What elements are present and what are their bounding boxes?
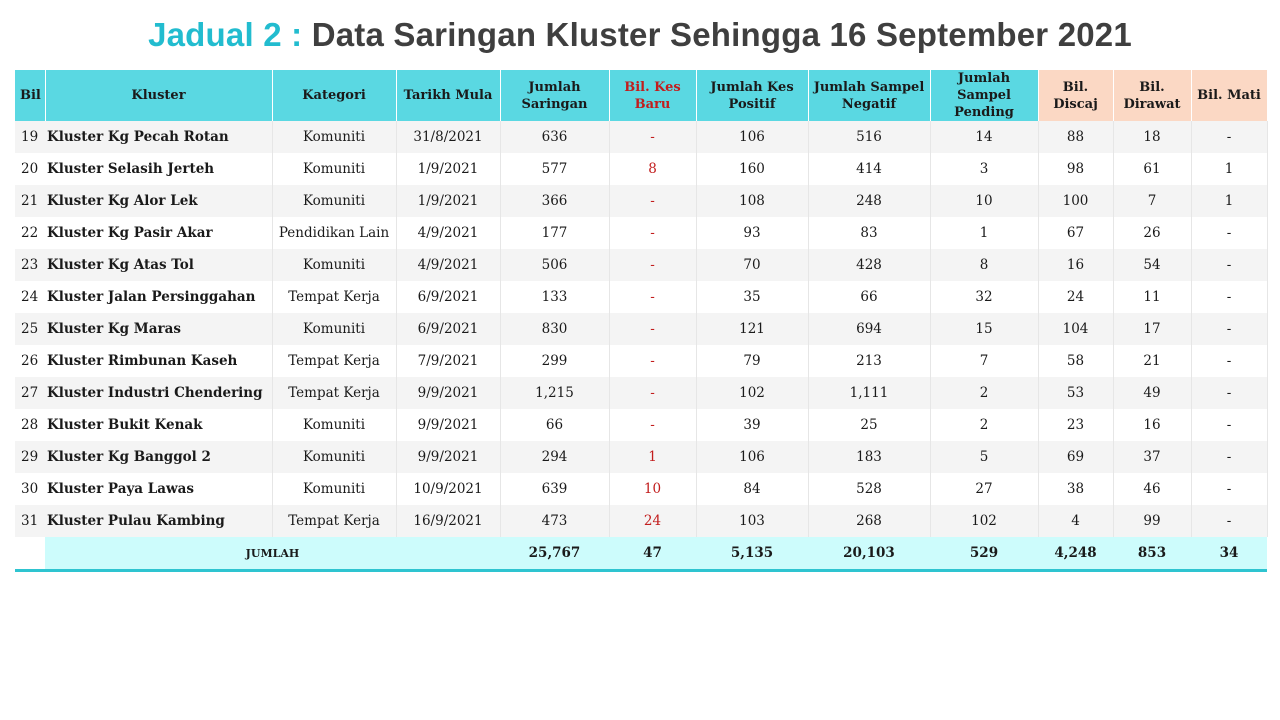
cell-discaj: 24: [1038, 281, 1113, 313]
cell-saringan: 830: [500, 313, 609, 345]
cell-kluster: Kluster Pulau Kambing: [45, 505, 272, 537]
cell-dirawat: 16: [1113, 409, 1191, 441]
col-header-positif-line2: Positif: [728, 96, 776, 112]
cell-bil: 24: [15, 281, 45, 313]
cell-bil: 20: [15, 153, 45, 185]
cell-tarikh: 1/9/2021: [396, 153, 500, 185]
cell-positif: 102: [696, 377, 808, 409]
cell-positif: 39: [696, 409, 808, 441]
cell-kluster: Kluster Kg Pecah Rotan: [45, 121, 272, 153]
cell-positif: 93: [696, 217, 808, 249]
table-row: [15, 249, 1267, 281]
cell-pending: 8: [930, 249, 1038, 281]
cell-mati: 1: [1191, 153, 1267, 185]
total-mati: 34: [1191, 537, 1267, 571]
cell-dirawat: 61: [1113, 153, 1191, 185]
cell-bil: 28: [15, 409, 45, 441]
col-header-negatif: [808, 70, 930, 121]
col-header-baru: [609, 70, 696, 121]
cell-kluster: Kluster Kg Pasir Akar: [45, 217, 272, 249]
cell-tarikh: 16/9/2021: [396, 505, 500, 537]
col-header-dirawat: [1113, 70, 1191, 121]
cell-tarikh: 4/9/2021: [396, 249, 500, 281]
table-row: [15, 473, 1267, 505]
total-negatif: 20,103: [808, 537, 930, 571]
cell-discaj: 98: [1038, 153, 1113, 185]
table-row: [15, 505, 1267, 537]
cell-negatif: 1,111: [808, 377, 930, 409]
cell-mati: -: [1191, 281, 1267, 313]
cell-pending: 5: [930, 441, 1038, 473]
col-header-pending-line1: Jumlah Sampel: [957, 71, 1011, 103]
cell-baru: -: [609, 281, 696, 313]
cell-bil: 30: [15, 473, 45, 505]
cell-kategori: Komuniti: [272, 313, 396, 345]
cell-positif: 79: [696, 345, 808, 377]
cell-negatif: 25: [808, 409, 930, 441]
cell-kluster: Kluster Bukit Kenak: [45, 409, 272, 441]
cell-kluster: Kluster Kg Atas Tol: [45, 249, 272, 281]
cell-positif: 70: [696, 249, 808, 281]
cell-bil: 31: [15, 505, 45, 537]
cell-kategori: Tempat Kerja: [272, 505, 396, 537]
cell-saringan: 577: [500, 153, 609, 185]
table-row: [15, 313, 1267, 345]
cell-discaj: 69: [1038, 441, 1113, 473]
total-baru: 47: [609, 537, 696, 571]
cell-tarikh: 9/9/2021: [396, 409, 500, 441]
cluster-table: [15, 70, 1268, 572]
table-row: [15, 441, 1267, 473]
cell-saringan: 1,215: [500, 377, 609, 409]
cell-dirawat: 26: [1113, 217, 1191, 249]
cell-kluster: Kluster Industri Chendering: [45, 377, 272, 409]
cell-pending: 7: [930, 345, 1038, 377]
table-row: [15, 409, 1267, 441]
cell-kluster: Kluster Selasih Jerteh: [45, 153, 272, 185]
table-row: [15, 281, 1267, 313]
cell-bil: 22: [15, 217, 45, 249]
cell-saringan: 299: [500, 345, 609, 377]
cell-kategori: Tempat Kerja: [272, 345, 396, 377]
cell-tarikh: 9/9/2021: [396, 377, 500, 409]
cell-kategori: Tempat Kerja: [272, 377, 396, 409]
cell-kategori: Komuniti: [272, 185, 396, 217]
cell-kategori: Tempat Kerja: [272, 281, 396, 313]
col-header-kategori: Kategori: [272, 70, 396, 121]
cell-baru: 10: [609, 473, 696, 505]
cell-mati: -: [1191, 345, 1267, 377]
cell-kluster: Kluster Rimbunan Kaseh: [45, 345, 272, 377]
col-header-kluster: Kluster: [45, 70, 272, 121]
cell-negatif: 694: [808, 313, 930, 345]
cell-positif: 108: [696, 185, 808, 217]
cell-kategori: Pendidikan Lain: [272, 217, 396, 249]
cell-baru: 24: [609, 505, 696, 537]
table-row: [15, 345, 1267, 377]
cell-bil: 27: [15, 377, 45, 409]
cell-discaj: 23: [1038, 409, 1113, 441]
table-row: [15, 121, 1267, 153]
cell-discaj: 88: [1038, 121, 1113, 153]
col-header-pending: [930, 70, 1038, 121]
cell-pending: 3: [930, 153, 1038, 185]
cell-mati: -: [1191, 313, 1267, 345]
cell-negatif: 516: [808, 121, 930, 153]
cell-positif: 84: [696, 473, 808, 505]
cell-positif: 160: [696, 153, 808, 185]
cell-negatif: 248: [808, 185, 930, 217]
cell-dirawat: 18: [1113, 121, 1191, 153]
cell-dirawat: 11: [1113, 281, 1191, 313]
cell-saringan: 133: [500, 281, 609, 313]
cell-kategori: Komuniti: [272, 441, 396, 473]
col-header-positif: [696, 70, 808, 121]
cell-saringan: 366: [500, 185, 609, 217]
cell-negatif: 66: [808, 281, 930, 313]
total-pending: 529: [930, 537, 1038, 571]
cell-baru: -: [609, 409, 696, 441]
cell-tarikh: 31/8/2021: [396, 121, 500, 153]
cell-dirawat: 99: [1113, 505, 1191, 537]
table-row: [15, 185, 1267, 217]
page-title: [0, 16, 1280, 54]
cell-mati: -: [1191, 473, 1267, 505]
cell-kluster: Kluster Paya Lawas: [45, 473, 272, 505]
cell-baru: 8: [609, 153, 696, 185]
cell-tarikh: 6/9/2021: [396, 281, 500, 313]
cell-pending: 10: [930, 185, 1038, 217]
cell-discaj: 67: [1038, 217, 1113, 249]
cell-mati: 1: [1191, 185, 1267, 217]
col-header-dirawat-line2: Dirawat: [1123, 96, 1181, 112]
cell-dirawat: 21: [1113, 345, 1191, 377]
cell-kluster: Kluster Jalan Persinggahan: [45, 281, 272, 313]
col-header-negatif-line2: Negatif: [841, 96, 897, 112]
cell-dirawat: 49: [1113, 377, 1191, 409]
cell-saringan: 636: [500, 121, 609, 153]
cell-tarikh: 9/9/2021: [396, 441, 500, 473]
cell-positif: 35: [696, 281, 808, 313]
col-header-bil: Bil: [15, 70, 45, 121]
cell-saringan: 473: [500, 505, 609, 537]
cell-pending: 27: [930, 473, 1038, 505]
cell-tarikh: 10/9/2021: [396, 473, 500, 505]
cell-tarikh: 6/9/2021: [396, 313, 500, 345]
cell-bil: 26: [15, 345, 45, 377]
cell-bil: 25: [15, 313, 45, 345]
cell-bil: 19: [15, 121, 45, 153]
cell-saringan: 506: [500, 249, 609, 281]
cell-discaj: 38: [1038, 473, 1113, 505]
col-header-baru-line1: Bil. Kes: [624, 79, 681, 95]
total-discaj: 4,248: [1038, 537, 1113, 571]
cell-positif: 106: [696, 121, 808, 153]
cell-discaj: 16: [1038, 249, 1113, 281]
cell-baru: -: [609, 249, 696, 281]
cell-negatif: 528: [808, 473, 930, 505]
total-saringan: 25,767: [500, 537, 609, 571]
cell-discaj: 53: [1038, 377, 1113, 409]
cell-positif: 106: [696, 441, 808, 473]
cell-kategori: Komuniti: [272, 409, 396, 441]
cell-dirawat: 37: [1113, 441, 1191, 473]
total-spacer: [15, 537, 45, 571]
cell-bil: 29: [15, 441, 45, 473]
cell-kategori: Komuniti: [272, 121, 396, 153]
cell-mati: -: [1191, 121, 1267, 153]
cell-mati: -: [1191, 441, 1267, 473]
cell-kluster: Kluster Kg Banggol 2: [45, 441, 272, 473]
cell-mati: -: [1191, 217, 1267, 249]
cell-tarikh: 4/9/2021: [396, 217, 500, 249]
cell-tarikh: 1/9/2021: [396, 185, 500, 217]
cell-kategori: Komuniti: [272, 249, 396, 281]
cell-kategori: Komuniti: [272, 473, 396, 505]
cell-dirawat: 17: [1113, 313, 1191, 345]
cell-bil: 21: [15, 185, 45, 217]
total-dirawat: 853: [1113, 537, 1191, 571]
cell-pending: 1: [930, 217, 1038, 249]
total-positif: 5,135: [696, 537, 808, 571]
table-row: [15, 217, 1267, 249]
cell-mati: -: [1191, 505, 1267, 537]
col-header-saringan-line1: Jumlah: [528, 79, 581, 95]
cell-baru: -: [609, 377, 696, 409]
cell-negatif: 183: [808, 441, 930, 473]
table-body: [15, 121, 1267, 537]
col-header-mati: Bil. Mati: [1191, 70, 1267, 121]
cell-saringan: 639: [500, 473, 609, 505]
cell-baru: -: [609, 345, 696, 377]
cell-pending: 2: [930, 377, 1038, 409]
cell-negatif: 428: [808, 249, 930, 281]
cell-bil: 23: [15, 249, 45, 281]
cell-baru: -: [609, 185, 696, 217]
cell-negatif: 213: [808, 345, 930, 377]
col-header-discaj: Bil. Discaj: [1038, 70, 1113, 121]
cell-pending: 14: [930, 121, 1038, 153]
cell-baru: -: [609, 121, 696, 153]
cell-discaj: 104: [1038, 313, 1113, 345]
cell-pending: 32: [930, 281, 1038, 313]
total-row: [15, 537, 1267, 571]
cell-dirawat: 7: [1113, 185, 1191, 217]
cell-negatif: 83: [808, 217, 930, 249]
col-header-negatif-line1: Jumlah Sampel: [813, 79, 925, 95]
cell-pending: 15: [930, 313, 1038, 345]
col-header-pending-line2: Pending: [954, 105, 1014, 120]
cell-kluster: Kluster Kg Maras: [45, 313, 272, 345]
title-main: Data Saringan Kluster Sehingga 16 September 2021: [311, 16, 1132, 53]
cell-kluster: Kluster Kg Alor Lek: [45, 185, 272, 217]
cell-dirawat: 46: [1113, 473, 1191, 505]
col-header-positif-line1: Jumlah Kes: [710, 79, 794, 95]
cell-mati: -: [1191, 377, 1267, 409]
cell-baru: -: [609, 313, 696, 345]
col-header-tarikh: Tarikh Mula: [396, 70, 500, 121]
total-label: JUMLAH: [45, 537, 500, 571]
cell-negatif: 414: [808, 153, 930, 185]
cell-saringan: 177: [500, 217, 609, 249]
cell-saringan: 294: [500, 441, 609, 473]
cell-discaj: 58: [1038, 345, 1113, 377]
title-prefix: Jadual 2 :: [148, 16, 303, 53]
cell-positif: 121: [696, 313, 808, 345]
cell-dirawat: 54: [1113, 249, 1191, 281]
cell-pending: 102: [930, 505, 1038, 537]
cell-kategori: Komuniti: [272, 153, 396, 185]
cell-discaj: 100: [1038, 185, 1113, 217]
table-row: [15, 153, 1267, 185]
cell-mati: -: [1191, 409, 1267, 441]
col-header-baru-line2: Baru: [634, 96, 671, 112]
cell-negatif: 268: [808, 505, 930, 537]
cell-baru: -: [609, 217, 696, 249]
cell-tarikh: 7/9/2021: [396, 345, 500, 377]
cell-mati: -: [1191, 249, 1267, 281]
col-header-saringan-line2: Saringan: [521, 96, 588, 112]
cell-discaj: 4: [1038, 505, 1113, 537]
table-row: [15, 377, 1267, 409]
cell-pending: 2: [930, 409, 1038, 441]
cell-saringan: 66: [500, 409, 609, 441]
table-header-row: [15, 70, 1267, 121]
cell-positif: 103: [696, 505, 808, 537]
cell-baru: 1: [609, 441, 696, 473]
col-header-saringan: [500, 70, 609, 121]
col-header-dirawat-line1: Bil.: [1139, 79, 1165, 95]
